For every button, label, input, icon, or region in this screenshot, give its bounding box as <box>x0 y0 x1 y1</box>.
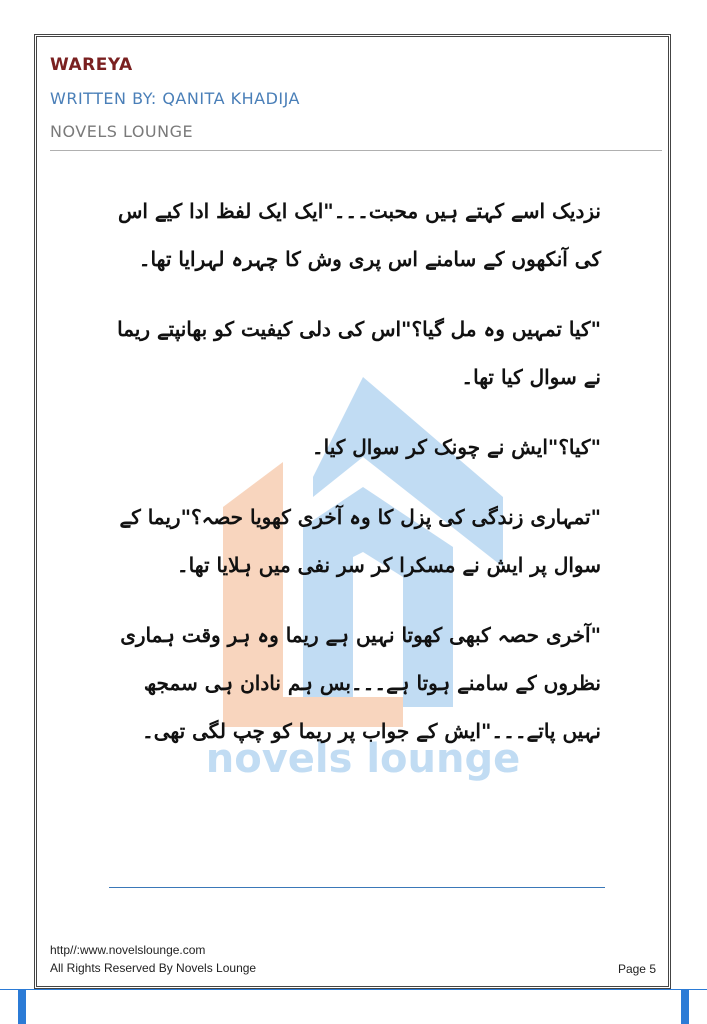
header <box>50 55 658 151</box>
header-divider <box>50 150 662 151</box>
paragraph: "کیا؟"ایش نے چونک کر سوال کیا۔ <box>311 435 601 459</box>
urdu-body-text <box>107 187 601 777</box>
novel-title: WAREYA <box>50 55 133 75</box>
paragraph: "آخری حصہ کبھی کھوتا نہیں ہے ریما وہ ہر وقت ہماری نظروں کے سامنے ہوتا ہے۔۔۔بس ہم نادان ہی سمجھ نہیں پاتے۔۔۔"ایش کے جواب پر ریما کو چپ لگی تھی۔ <box>120 623 601 743</box>
paragraph: "تمہاری زندگی کی پزل کا وہ آخری کھویا حصہ؟"ریما کے سوال پر ایش نے مسکرا کر سر نفی میں ہلایا تھا۔ <box>119 505 601 577</box>
site-name: NOVELS LOUNGE <box>50 122 194 141</box>
author-line: WRITTEN BY: QANITA KHADIJA <box>50 89 300 108</box>
footer-copyright: All Rights Reserved By Novels Lounge <box>50 961 257 975</box>
left-edge-bar <box>18 989 26 1024</box>
page-number: Page 5 <box>617 962 656 976</box>
footer <box>50 943 656 975</box>
right-edge-bar <box>681 989 689 1024</box>
paragraph: "کیا تمہیں وہ مل گیا؟"اس کی دلی کیفیت کو بھانپتے ریما نے سوال کیا تھا۔ <box>117 317 601 389</box>
bottom-edge-line <box>0 989 707 990</box>
paragraph: نزدیک اسے کہتے ہیں محبت۔۔۔"ایک ایک لفظ ادا کیے اس کی آنکھوں کے سامنے اس پری وش کا چہرہ لہرایا تھا۔ <box>117 199 601 271</box>
footer-url-link[interactable]: http//:www.novelslounge.com <box>50 943 206 957</box>
content-end-divider <box>109 887 605 888</box>
page-frame <box>34 34 671 989</box>
watermark-text: novels lounge <box>205 736 521 782</box>
